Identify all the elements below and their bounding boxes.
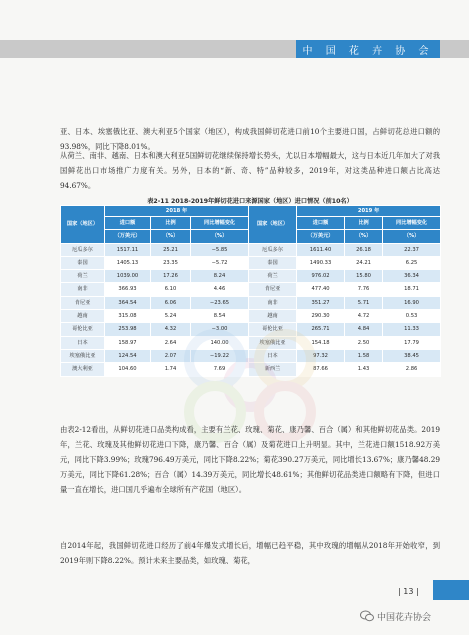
cell-amount-2019: 477.40 bbox=[297, 283, 345, 296]
col-share: 比例 bbox=[151, 217, 191, 230]
page-accent-bar bbox=[433, 580, 469, 600]
cell-amount-2018: 124.54 bbox=[105, 349, 151, 362]
cell-share-2018: 23.35 bbox=[151, 256, 191, 269]
cell-change-2019: 38.45 bbox=[383, 349, 441, 362]
cell-share-2019: 15.80 bbox=[345, 270, 383, 283]
table-row bbox=[61, 323, 441, 336]
cell-country-2019: 日本 bbox=[249, 349, 297, 362]
cell-country-2019: 肯尼亚 bbox=[249, 283, 297, 296]
cell-amount-2018: 1039.00 bbox=[105, 270, 151, 283]
cell-change-2019: 17.79 bbox=[383, 336, 441, 349]
cell-country-2018: 越南 bbox=[61, 310, 105, 323]
cell-share-2018: 2.64 bbox=[151, 336, 191, 349]
table-row bbox=[61, 283, 441, 296]
cell-amount-2019: 290.30 bbox=[297, 310, 345, 323]
year-2018-header: 2018 年 bbox=[105, 206, 249, 217]
cell-share-2019: 26.18 bbox=[345, 243, 383, 256]
col-share-unit: （%） bbox=[345, 230, 383, 243]
cell-amount-2018: 104.60 bbox=[105, 363, 151, 376]
cell-country-2018: 日本 bbox=[61, 336, 105, 349]
cell-amount-2019: 351.27 bbox=[297, 296, 345, 309]
cell-share-2018: 6.06 bbox=[151, 296, 191, 309]
cell-amount-2019: 97.32 bbox=[297, 349, 345, 362]
cell-amount-2019: 265.71 bbox=[297, 323, 345, 336]
cell-share-2018: 5.24 bbox=[151, 310, 191, 323]
cell-share-2019: 4.84 bbox=[345, 323, 383, 336]
cell-amount-2019: 976.02 bbox=[297, 270, 345, 283]
cell-country-2019: 泰国 bbox=[249, 256, 297, 269]
cell-share-2018: 1.74 bbox=[151, 363, 191, 376]
cell-amount-2019: 1611.40 bbox=[297, 243, 345, 256]
col-amount: 进口额 bbox=[297, 217, 345, 230]
cell-change-2018: 7.69 bbox=[191, 363, 249, 376]
cell-share-2018: 17.26 bbox=[151, 270, 191, 283]
cell-country-2019: 埃塞俄比亚 bbox=[249, 336, 297, 349]
col-country: 国家（地区） bbox=[61, 206, 105, 244]
paragraph-1: 亚、日本、埃塞俄比亚、澳大利亚5个国家（地区），构成我国鲜切花进口前10个主要进口国，占鲜切花总进口额的93.98%，同比下降8.01%。 bbox=[60, 127, 440, 151]
cell-country-2018: 泰国 bbox=[61, 256, 105, 269]
cell-country-2018: 荷兰 bbox=[61, 270, 105, 283]
table-row bbox=[61, 296, 441, 309]
cell-change-2018: −19.22 bbox=[191, 349, 249, 362]
cell-change-2018: −3.00 bbox=[191, 323, 249, 336]
cell-amount-2019: 154.18 bbox=[297, 336, 345, 349]
wechat-watermark bbox=[360, 609, 431, 623]
cell-change-2019: 16.90 bbox=[383, 296, 441, 309]
cell-country-2019: 厄瓜多尔 bbox=[249, 243, 297, 256]
cell-country-2018: 哥伦比亚 bbox=[61, 323, 105, 336]
cell-share-2018: 2.07 bbox=[151, 349, 191, 362]
col-share-unit: （%） bbox=[151, 230, 191, 243]
cell-country-2019: 哥伦比亚 bbox=[249, 323, 297, 336]
cell-change-2018: 8.24 bbox=[191, 270, 249, 283]
paragraph-4: 自2014年起，我国鲜切花进口经历了前4年爆发式增长后，增幅已趋平稳，其中玫瑰的增幅从2018年开始收窄，到2019年则下降8.22%。预计未来主要品类，如玫瑰、菊花， bbox=[60, 541, 440, 565]
col-change: 同比增幅变化 bbox=[191, 217, 249, 230]
cell-amount-2018: 158.97 bbox=[105, 336, 151, 349]
cell-change-2018: −23.65 bbox=[191, 296, 249, 309]
table-row bbox=[61, 349, 441, 362]
cell-change-2019: 18.71 bbox=[383, 283, 441, 296]
table-row bbox=[61, 270, 441, 283]
cell-country-2018: 埃塞俄比亚 bbox=[61, 349, 105, 362]
table-row bbox=[61, 336, 441, 349]
cell-amount-2018: 366.93 bbox=[105, 283, 151, 296]
cell-share-2019: 24.21 bbox=[345, 256, 383, 269]
wechat-icon bbox=[360, 610, 374, 622]
cell-country-2018: 肯尼亚 bbox=[61, 296, 105, 309]
paragraph-2: 从荷兰、南非、越南、日本和澳大利亚5国鲜切花继续保持增长势头，尤以日本增幅最大，这与日本近几年加大了对我国鲜花出口市场推广力度有关。另外，日本的“新、奇、特”品种较多，2019年，对这类品种进口额占比高达94.67%。 bbox=[60, 151, 440, 190]
cell-amount-2019: 1490.33 bbox=[297, 256, 345, 269]
col-country-2019: 国家（地区） bbox=[249, 206, 297, 244]
col-share: 比例 bbox=[345, 217, 383, 230]
cell-amount-2018: 1405.13 bbox=[105, 256, 151, 269]
cell-change-2019: 0.53 bbox=[383, 310, 441, 323]
table-row bbox=[61, 363, 441, 376]
table-caption: 表2-11 2018-2019年鲜切花进口来源国家（地区）进口情况（前10名） bbox=[147, 198, 353, 205]
cell-amount-2018: 364.54 bbox=[105, 296, 151, 309]
cell-country-2018: 澳大利亚 bbox=[61, 363, 105, 376]
import-table bbox=[60, 205, 441, 377]
cell-country-2018: 南非 bbox=[61, 283, 105, 296]
cell-share-2019: 7.76 bbox=[345, 283, 383, 296]
cell-change-2019: 22.37 bbox=[383, 243, 441, 256]
table-body bbox=[61, 243, 441, 376]
cell-country-2018: 厄瓜多尔 bbox=[61, 243, 105, 256]
header-title: 中 国 花 卉 协 会 bbox=[296, 40, 440, 58]
col-change-unit: （%） bbox=[191, 230, 249, 243]
cell-share-2018: 6.10 bbox=[151, 283, 191, 296]
table-row bbox=[61, 256, 441, 269]
cell-share-2019: 4.72 bbox=[345, 310, 383, 323]
col-change: 同比增幅变化 bbox=[383, 217, 441, 230]
cell-amount-2018: 253.98 bbox=[105, 323, 151, 336]
cell-change-2018: 4.46 bbox=[191, 283, 249, 296]
cell-change-2019: 6.25 bbox=[383, 256, 441, 269]
cell-amount-2018: 1517.11 bbox=[105, 243, 151, 256]
table-row bbox=[61, 310, 441, 323]
table-row bbox=[61, 243, 441, 256]
cell-country-2019: 荷兰 bbox=[249, 270, 297, 283]
cell-share-2019: 2.50 bbox=[345, 336, 383, 349]
col-change-unit: （%） bbox=[383, 230, 441, 243]
cell-share-2018: 25.21 bbox=[151, 243, 191, 256]
cell-change-2018: −5.85 bbox=[191, 243, 249, 256]
cell-country-2019: 新西兰 bbox=[249, 363, 297, 376]
wechat-label: 中国花卉协会 bbox=[377, 612, 432, 623]
cell-change-2019: 11.33 bbox=[383, 323, 441, 336]
cell-change-2019: 2.86 bbox=[383, 363, 441, 376]
cell-share-2018: 4.32 bbox=[151, 323, 191, 336]
cell-amount-2018: 315.08 bbox=[105, 310, 151, 323]
cell-share-2019: 1.58 bbox=[345, 349, 383, 362]
cell-amount-2019: 87.66 bbox=[297, 363, 345, 376]
year-2019-header: 2019 年 bbox=[297, 206, 441, 217]
cell-share-2019: 5.71 bbox=[345, 296, 383, 309]
cell-change-2019: 36.34 bbox=[383, 270, 441, 283]
cell-country-2019: 越南 bbox=[249, 310, 297, 323]
cell-change-2018: 8.54 bbox=[191, 310, 249, 323]
cell-share-2019: 1.43 bbox=[345, 363, 383, 376]
col-amount-unit: （万美元） bbox=[105, 230, 151, 243]
col-amount-unit: （万美元） bbox=[297, 230, 345, 243]
cell-change-2018: 140.00 bbox=[191, 336, 249, 349]
cell-change-2018: −5.72 bbox=[191, 256, 249, 269]
paragraph-3: 由表2-12看出，从鲜切花进口品类构成看，主要有兰花、玫瑰、菊花、康乃馨、百合（属）和其他鲜切花品类。2019年，兰花、玫瑰及其他鲜切花进口下降，康乃馨、百合（属）及菊花进口上升明显。其中，兰花进口额1518.92万美元，同比下降3.99%；玫瑰796.49万美元，同比下降8.22%；菊花390.27万美元，同比增长13.67%；康乃馨48.29万美元，同比下降61.28%；百合（属）14.39万美元，同比增长48.61%；其他鲜切花品类进口额略有下降，但进口量一直在增长，进口国几乎遍布全球所有产花国（地区）。 bbox=[60, 425, 440, 494]
page-number: | 13 | bbox=[398, 587, 419, 596]
col-amount: 进口额 bbox=[105, 217, 151, 230]
cell-country-2019: 南非 bbox=[249, 296, 297, 309]
